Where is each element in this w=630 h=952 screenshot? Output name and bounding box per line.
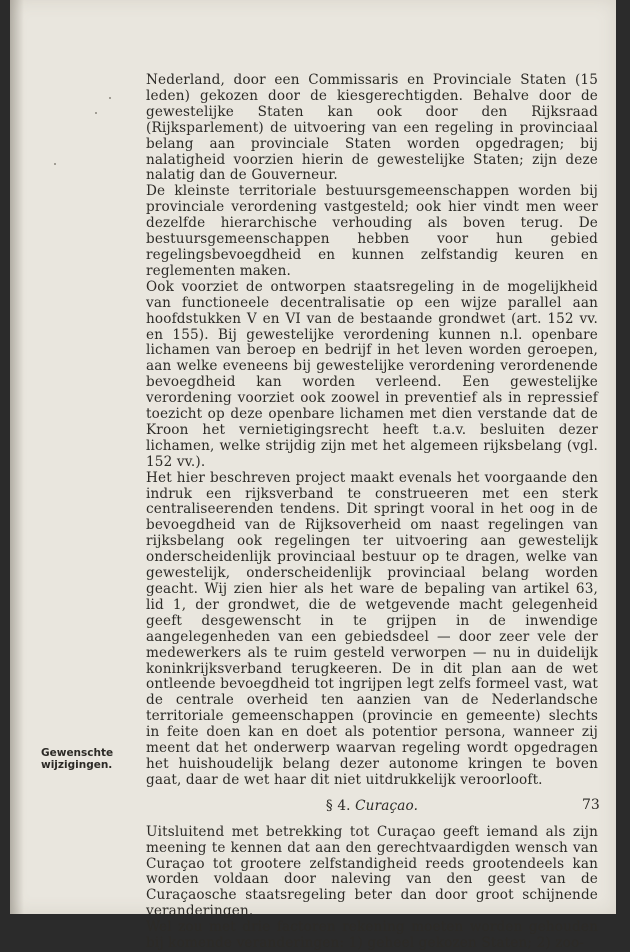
body-text [146,73,598,952]
paper-speck [95,112,97,114]
paper-speck [109,97,111,99]
spine-shadow [10,0,24,914]
margin-note: Gewenschte wijzigingen. [41,747,114,771]
paragraph: Nederland, door een Commissaris en Provinciale Staten (15 leden) gekozen door de kiesgerechtigden. Behalve door de gewestelijke Staten kan ook door den Rijksraad (Rijksparlement) de uitvoering van een regeling in provinciaal belang aan provinciale Staten worden opgedragen; bij nalatigheid voorzien hierin de gewestelijke Staten; zijn deze nalatig dan de Gouverneur. [146,72,598,184]
section-heading [146,799,598,815]
paragraph: Ook voorziet de ontworpen staatsregeling in de mogelijkheid van functioneele decentralisatie op een wijze parallel aan hoofdstukken V en VI van de bestaande grondwet (art. 152 vv. en 155). Bij gewestelijke verordening kunnen n.l. openbare lichamen van beroep en bedrijf in het leven worden geroepen, aan welke eveneens bij gewestelijke verordening verordenende bevoegdheid kan worden verleend. Een gewestelijke verordening voorziet ook zoowel in preventief als in repressief toezicht op deze openbare lichamen met dien verstande dat de Kroon het vernietigingsrecht heeft t.a.v. besluiten dezer lichamen, welke strijdig zijn met het algemeen rijksbelang (vgl. 152 vv.). [146,278,598,470]
paragraph: De kleinste territoriale bestuursgemeenschappen worden bij provinciale verordening vastgesteld; ook hier vindt men weer dezelfde hierarchische verhouding als boven terug. De bestuursgemeenschappen hebben voor hun gebied regelingsbevoegdheid en kunnen zelfstandig keuren en reglementen maken. [146,183,598,279]
paragraph: Uitsluitend met betrekking tot Curaçao geeft iemand als zijn meening te kennen dat aan den gerechtvaardigden wensch van Curaçao tot grootere zelfstandigheid reeds grootendeels kan worden voldaan door naleving van den geest van de Curaçaosche staatsregeling beter dan door groot schijnende veranderingen. [146,823,598,920]
book-page [10,0,616,952]
paper-speck [54,163,56,165]
section-number: § 4. [325,797,351,814]
paragraph: Het hier beschreven project maakt evenals het voorgaande den indruk een rijksverband te construeeren met een sterk centraliseerenden tendens. Dit springt vooral in het oog in de bevoegdheid van de Rijksoverheid om naast regelingen van rijksbelang ook regelingen ter uitvoering aan gewestelijk onderscheidenlijk provinciaal bestuur op te dragen, welke van gewestelijk, onderscheidenlijk provinciaal belang worden geacht. Wij zien hier als het ware de bepaling van artikel 63, lid 1, der grondwet, die de wetgevende macht gelegenheid geeft desgewenscht in te grijpen in de inwendige aangelegenheden van een gebiedsdeel — door zeer vele der medewerkers als te ruim gesteld verworpen — nu in duidelijk koninkrijksverband terugkeeren. De in dit plan aan de wet ontleende bevoegdheid tot ingrijpen legt zelfs formeel vast, wat de centrale overheid ten aanzien van de Nederlandsche territoriale gemeenschappen (provincie en gemeente) slechts in feite doen kan en doet als potentior persona, wanneer zij meent dat het onderwerp waarvan regeling wordt opgedragen het huishoudelijk belang dezer autonome kringen te boven gaat, daar de wet haar dit niet uitdrukkelijk veroorlooft. [146,469,598,788]
section-title: Curaçao. [355,797,419,814]
page-number: 73 [582,797,600,813]
paragraph: Wel zou met drie factoren rekening moeten worden gehouden bij komende veranderingen: 1) geheel gekozen Staten; 2) zoo- [146,919,598,952]
